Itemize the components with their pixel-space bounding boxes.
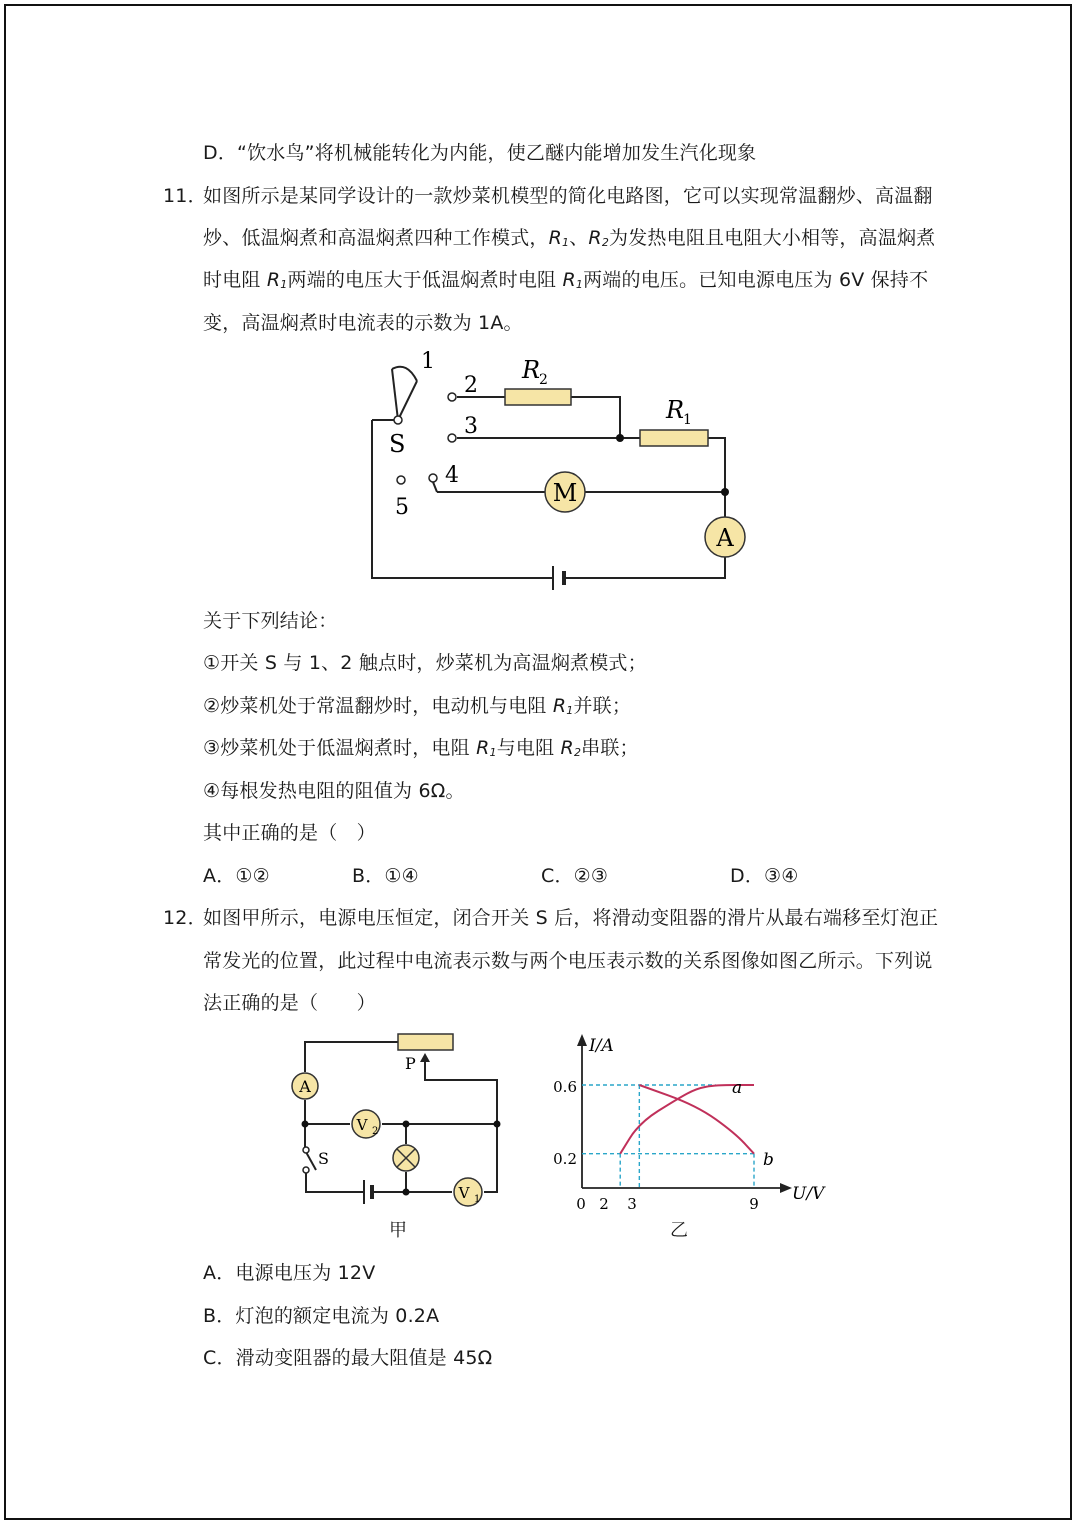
v2-label-sub: 2 [372, 1126, 379, 1137]
slider-label: P [405, 1054, 416, 1073]
x-tick-0: 0 [576, 1195, 586, 1213]
q11-line3-text-c: 两端的电压。已知电源电压为 6V 保持不 [583, 269, 929, 291]
q11-line3 [203, 267, 928, 298]
statement-3-text-a: ③炒菜机处于低温焖煮时，电阻 [203, 737, 477, 759]
q11-intro: 关于下列结论： [203, 610, 338, 632]
junction-dot [494, 1121, 501, 1128]
contact-4-label: 4 [445, 463, 459, 488]
q12-line1: 如图甲所示，电源电压恒定，闭合开关 S 后，将滑动变阻器的滑片从最右端移至灯泡正 [203, 907, 939, 929]
statement-3-text-b: 串联； [581, 737, 639, 759]
q12-option-b: B．灯泡的额定电流为 0.2A [203, 1305, 440, 1327]
v1-label: V [458, 1184, 470, 1202]
x-axis-label: U/V [792, 1184, 825, 1204]
r1-subscript: 1 [562, 236, 570, 249]
q11-statement-1: ①开关 S 与 1、2 触点时，炒菜机为高温焖煮模式； [203, 652, 647, 674]
junction-dot [721, 488, 729, 496]
junction-dot [616, 434, 624, 442]
statement-2-text-b: 并联； [573, 695, 632, 717]
y-tick-0-2: 0.2 [553, 1150, 577, 1168]
q11-option-d: D．③④ [730, 865, 799, 887]
switch-label: S [318, 1149, 329, 1168]
contact-2-label: 2 [464, 373, 478, 398]
q11-statement-4: ④每根发热电阻的阻值为 6Ω。 [203, 780, 465, 802]
v2-label: V [356, 1116, 368, 1134]
contact-3-label: 3 [464, 414, 478, 439]
rheostat [398, 1034, 453, 1050]
r1-symbol: R [562, 269, 576, 291]
curve-b-label: b [763, 1150, 774, 1170]
guide-lines [582, 1085, 754, 1188]
curve-a-label: a [732, 1078, 743, 1098]
ammeter-label: A [299, 1077, 311, 1096]
ammeter-label: A [716, 524, 734, 552]
x-axis-arrow [780, 1183, 792, 1193]
contact-1-label: 1 [421, 349, 435, 374]
q11-line3-text-a: 时电阻 [203, 269, 267, 291]
q12-circuit-jia [285, 1025, 515, 1245]
q11-statement-3 [203, 735, 639, 766]
v1-label-sub: 1 [474, 1194, 481, 1205]
r1-label-sub: 1 [683, 412, 692, 428]
resistor-r1 [640, 430, 708, 446]
r1-symbol: R [552, 695, 567, 717]
switch-label: S [389, 430, 406, 458]
contact-4 [429, 474, 437, 482]
statement-2-text-a: ②炒菜机处于常温翻炒时，电动机与电阻 [203, 695, 553, 717]
q11-option-c: C．②③ [541, 865, 609, 887]
x-tick-2: 2 [599, 1195, 609, 1213]
r2-label: R [522, 356, 541, 384]
q12-graph-yi [540, 1025, 840, 1225]
contact-5-label: 5 [395, 495, 409, 520]
r1-subscript: 1 [489, 746, 497, 759]
q11-number: 11． [163, 185, 207, 207]
r1-label: R [666, 396, 685, 424]
y-axis-label: I/A [589, 1036, 614, 1056]
switch-pivot [394, 416, 402, 424]
q11-line1: 如图所示是某同学设计的一款炒菜机模型的简化电路图，它可以实现常温翻炒、高温翻 [203, 185, 933, 207]
battery [553, 566, 564, 590]
r2-subscript: 2 [573, 746, 582, 759]
q11-line3-text-b: 两端的电压大于低温焖煮时电阻 [287, 269, 563, 291]
x-tick-9: 9 [749, 1195, 759, 1213]
r1-symbol: R [266, 269, 281, 291]
y-tick-0-6: 0.6 [553, 1078, 577, 1096]
r2-symbol: R [560, 737, 574, 759]
q11-circuit-diagram [360, 343, 750, 593]
y-axis-arrow [577, 1034, 587, 1046]
q12-option-a: A．电源电压为 12V [203, 1262, 376, 1284]
q11-line2-text-a: 炒、低温焖煮和高温焖煮四种工作模式， [203, 227, 549, 249]
graph-axes [582, 1040, 786, 1188]
switch-contact [303, 1167, 309, 1173]
r1-symbol: R [548, 227, 563, 249]
r1-subscript: 1 [280, 278, 288, 291]
fig-jia-caption: 甲 [389, 1220, 408, 1241]
q10-option-d: D．“饮水鸟”将机械能转化为内能，使乙醚内能增加发生汽化现象 [203, 142, 757, 164]
q11-statement-2 [203, 693, 631, 724]
q12-option-c: C．滑动变阻器的最大阻值是 45Ω [203, 1347, 493, 1369]
motor-label: M [552, 479, 578, 507]
junction-dot [403, 1189, 410, 1196]
contact-2 [448, 393, 456, 401]
r1-subscript: 1 [575, 278, 584, 291]
q12-line2: 常发光的位置，此过程中电流表示数与两个电压表示数的关系图像如图乙所示。下列说 [203, 950, 933, 972]
contact-5 [397, 476, 405, 484]
statement-3-text-mid: 与电阻 [496, 737, 561, 759]
r2-subscript: 2 [601, 236, 610, 249]
junction-dot [403, 1121, 410, 1128]
r2-label-sub: 2 [539, 372, 548, 388]
r1-subscript: 1 [566, 704, 574, 717]
separator: 、 [569, 227, 589, 249]
q11-option-b: B．①④ [352, 865, 419, 887]
q11-line2-text-b: 为发热电阻且电阻大小相等，高温焖煮 [609, 227, 936, 249]
resistor-r2 [505, 389, 571, 405]
q12-number: 12． [163, 907, 207, 929]
q11-option-a: A．①② [203, 865, 270, 887]
r2-symbol: R [588, 227, 602, 249]
q11-line2 [203, 225, 935, 256]
x-tick-3: 3 [627, 1195, 637, 1213]
contact-3 [448, 434, 456, 442]
q12-line3: 法正确的是（ ） [203, 992, 376, 1014]
junction-dot [302, 1121, 309, 1128]
fig-yi-caption: 乙 [670, 1220, 689, 1241]
q11-line4: 变，高温焖煮时电流表的示数为 1A。 [203, 312, 523, 334]
switch-contact [303, 1147, 309, 1153]
q11-ask: 其中正确的是（ ） [203, 822, 376, 844]
r1-symbol: R [476, 737, 490, 759]
slider-arrow [420, 1053, 430, 1062]
